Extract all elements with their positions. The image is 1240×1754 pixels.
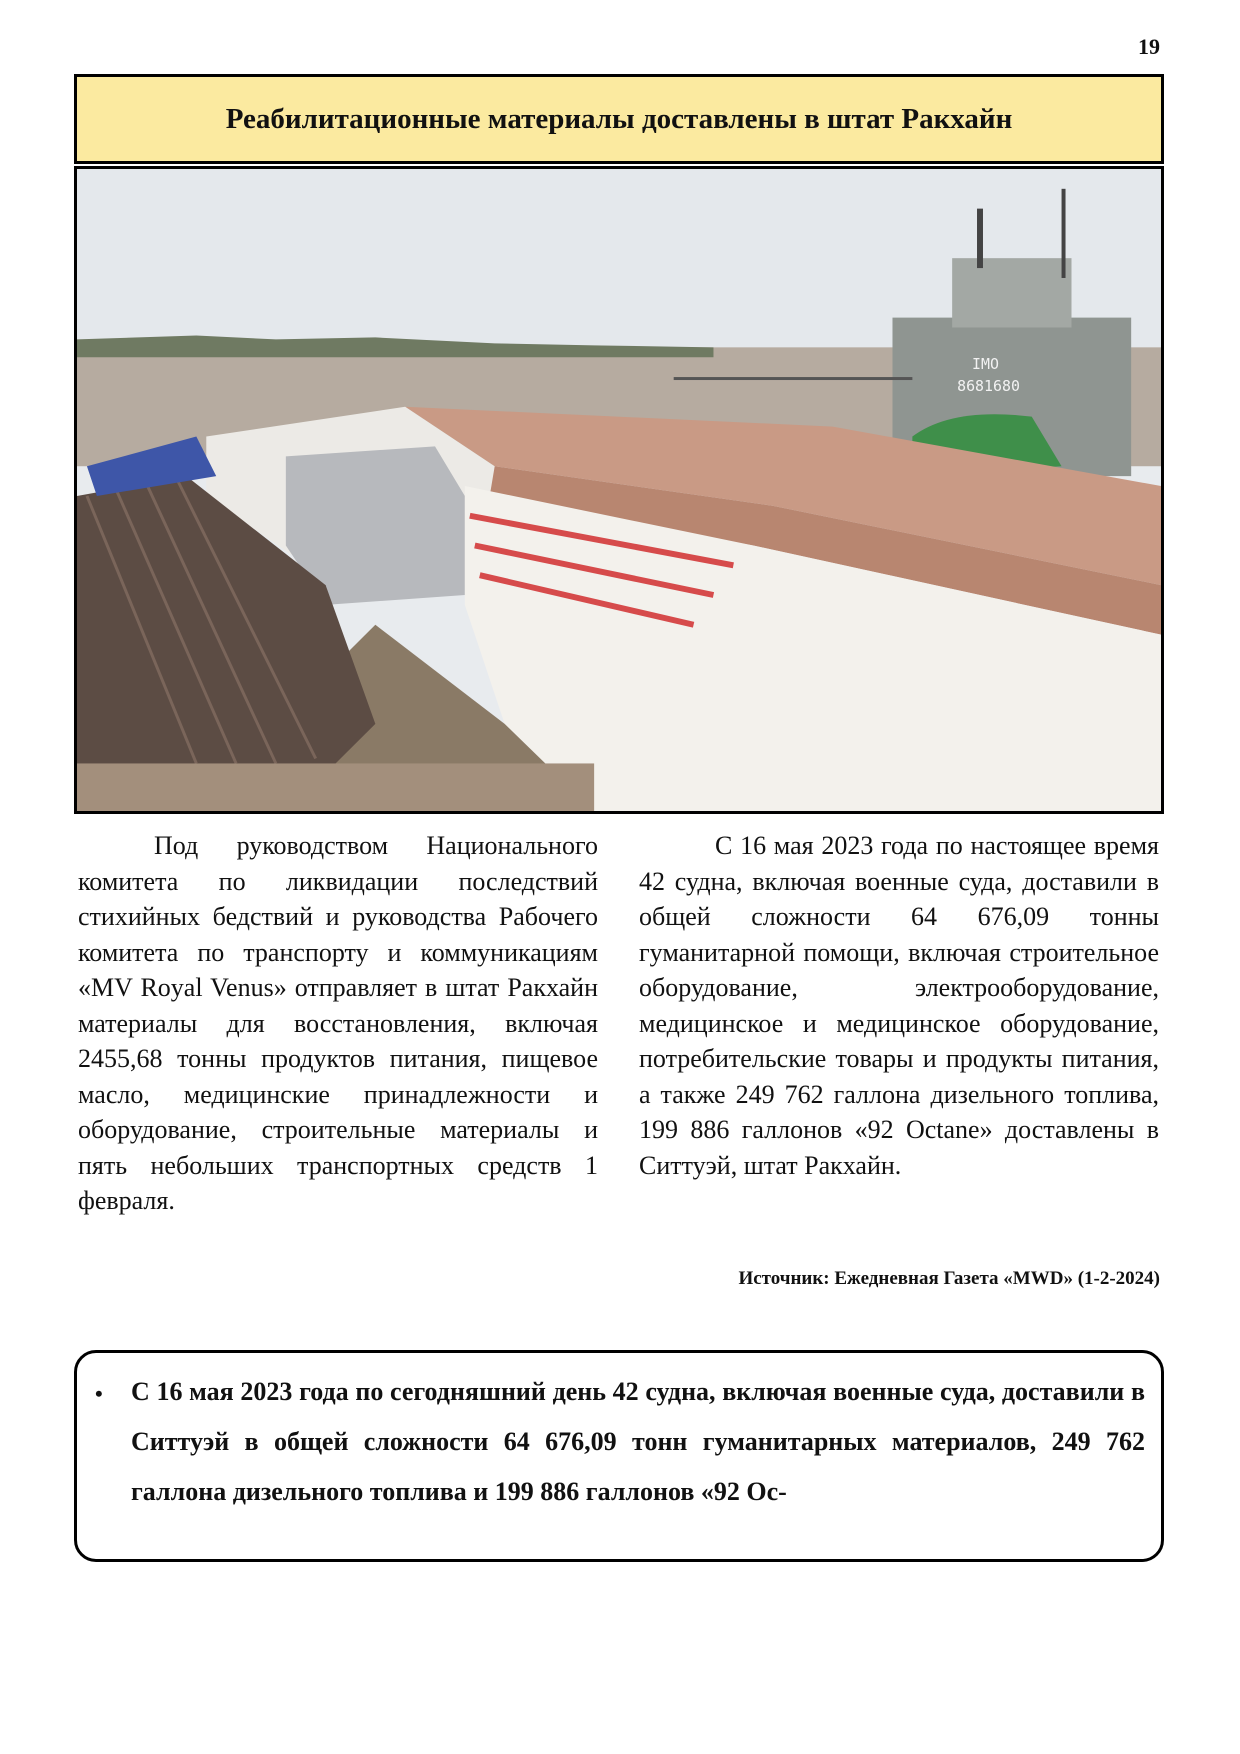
- article-title-banner: [74, 74, 1164, 164]
- page-number: 19: [1138, 34, 1160, 59]
- article-right-column: [639, 828, 1159, 1183]
- article-title: Реабилитационные материалы доставлены в штат Ракхайн: [225, 102, 1013, 135]
- article-photo: [74, 166, 1164, 814]
- summary-box: [74, 1350, 1164, 1562]
- ship-marking-number: 8681680: [957, 376, 1020, 395]
- left-paragraph: Под руководством Национального комитета по ликвидации последствий стихийных бедствий и руководства Рабочего комитета по транспорту и коммуникациям «MV Royal Venus» отправляет в штат Ракхайн материалы для восстановления, включая 2455,68 тонны продуктов питания, пищевое масло, медицинские принадлежности и оборудование, строительные материалы и пять небольших транспортных средств 1 февраля.: [78, 831, 598, 1215]
- summary-text: С 16 мая 2023 года по сегодняшний день 42 судна, включая военные суда, доставили в Ситтуэй в общей сложности 64 676,09 тонн гуманитарных материалов, 249 762 галлона дизельного топлива и 199 886 галлонов «92 Ос-: [131, 1377, 1145, 1506]
- bullet-icon: •: [95, 1381, 103, 1406]
- right-paragraph: С 16 мая 2023 года по настоящее время 42 судна, включая военные суда, доставили в общей сложности 64 676,09 тонны гуманитарной помощи, включая строительное оборудование, электрооборудование, медицинское и медицинское оборудование, потребительские товары и продукты питания, а также 249 762 галлона дизельного топлива, 199 886 галлонов «92 Octane» доставлены в Ситтуэй, штат Ракхайн.: [639, 831, 1159, 1180]
- article-left-column: [78, 828, 598, 1219]
- source-line: Источник: Ежедневная Газета «MWD» (1-2-2024): [738, 1268, 1160, 1289]
- cargo-photo-illustration: [77, 169, 1161, 811]
- ship-marking-imo: IMO: [972, 355, 999, 374]
